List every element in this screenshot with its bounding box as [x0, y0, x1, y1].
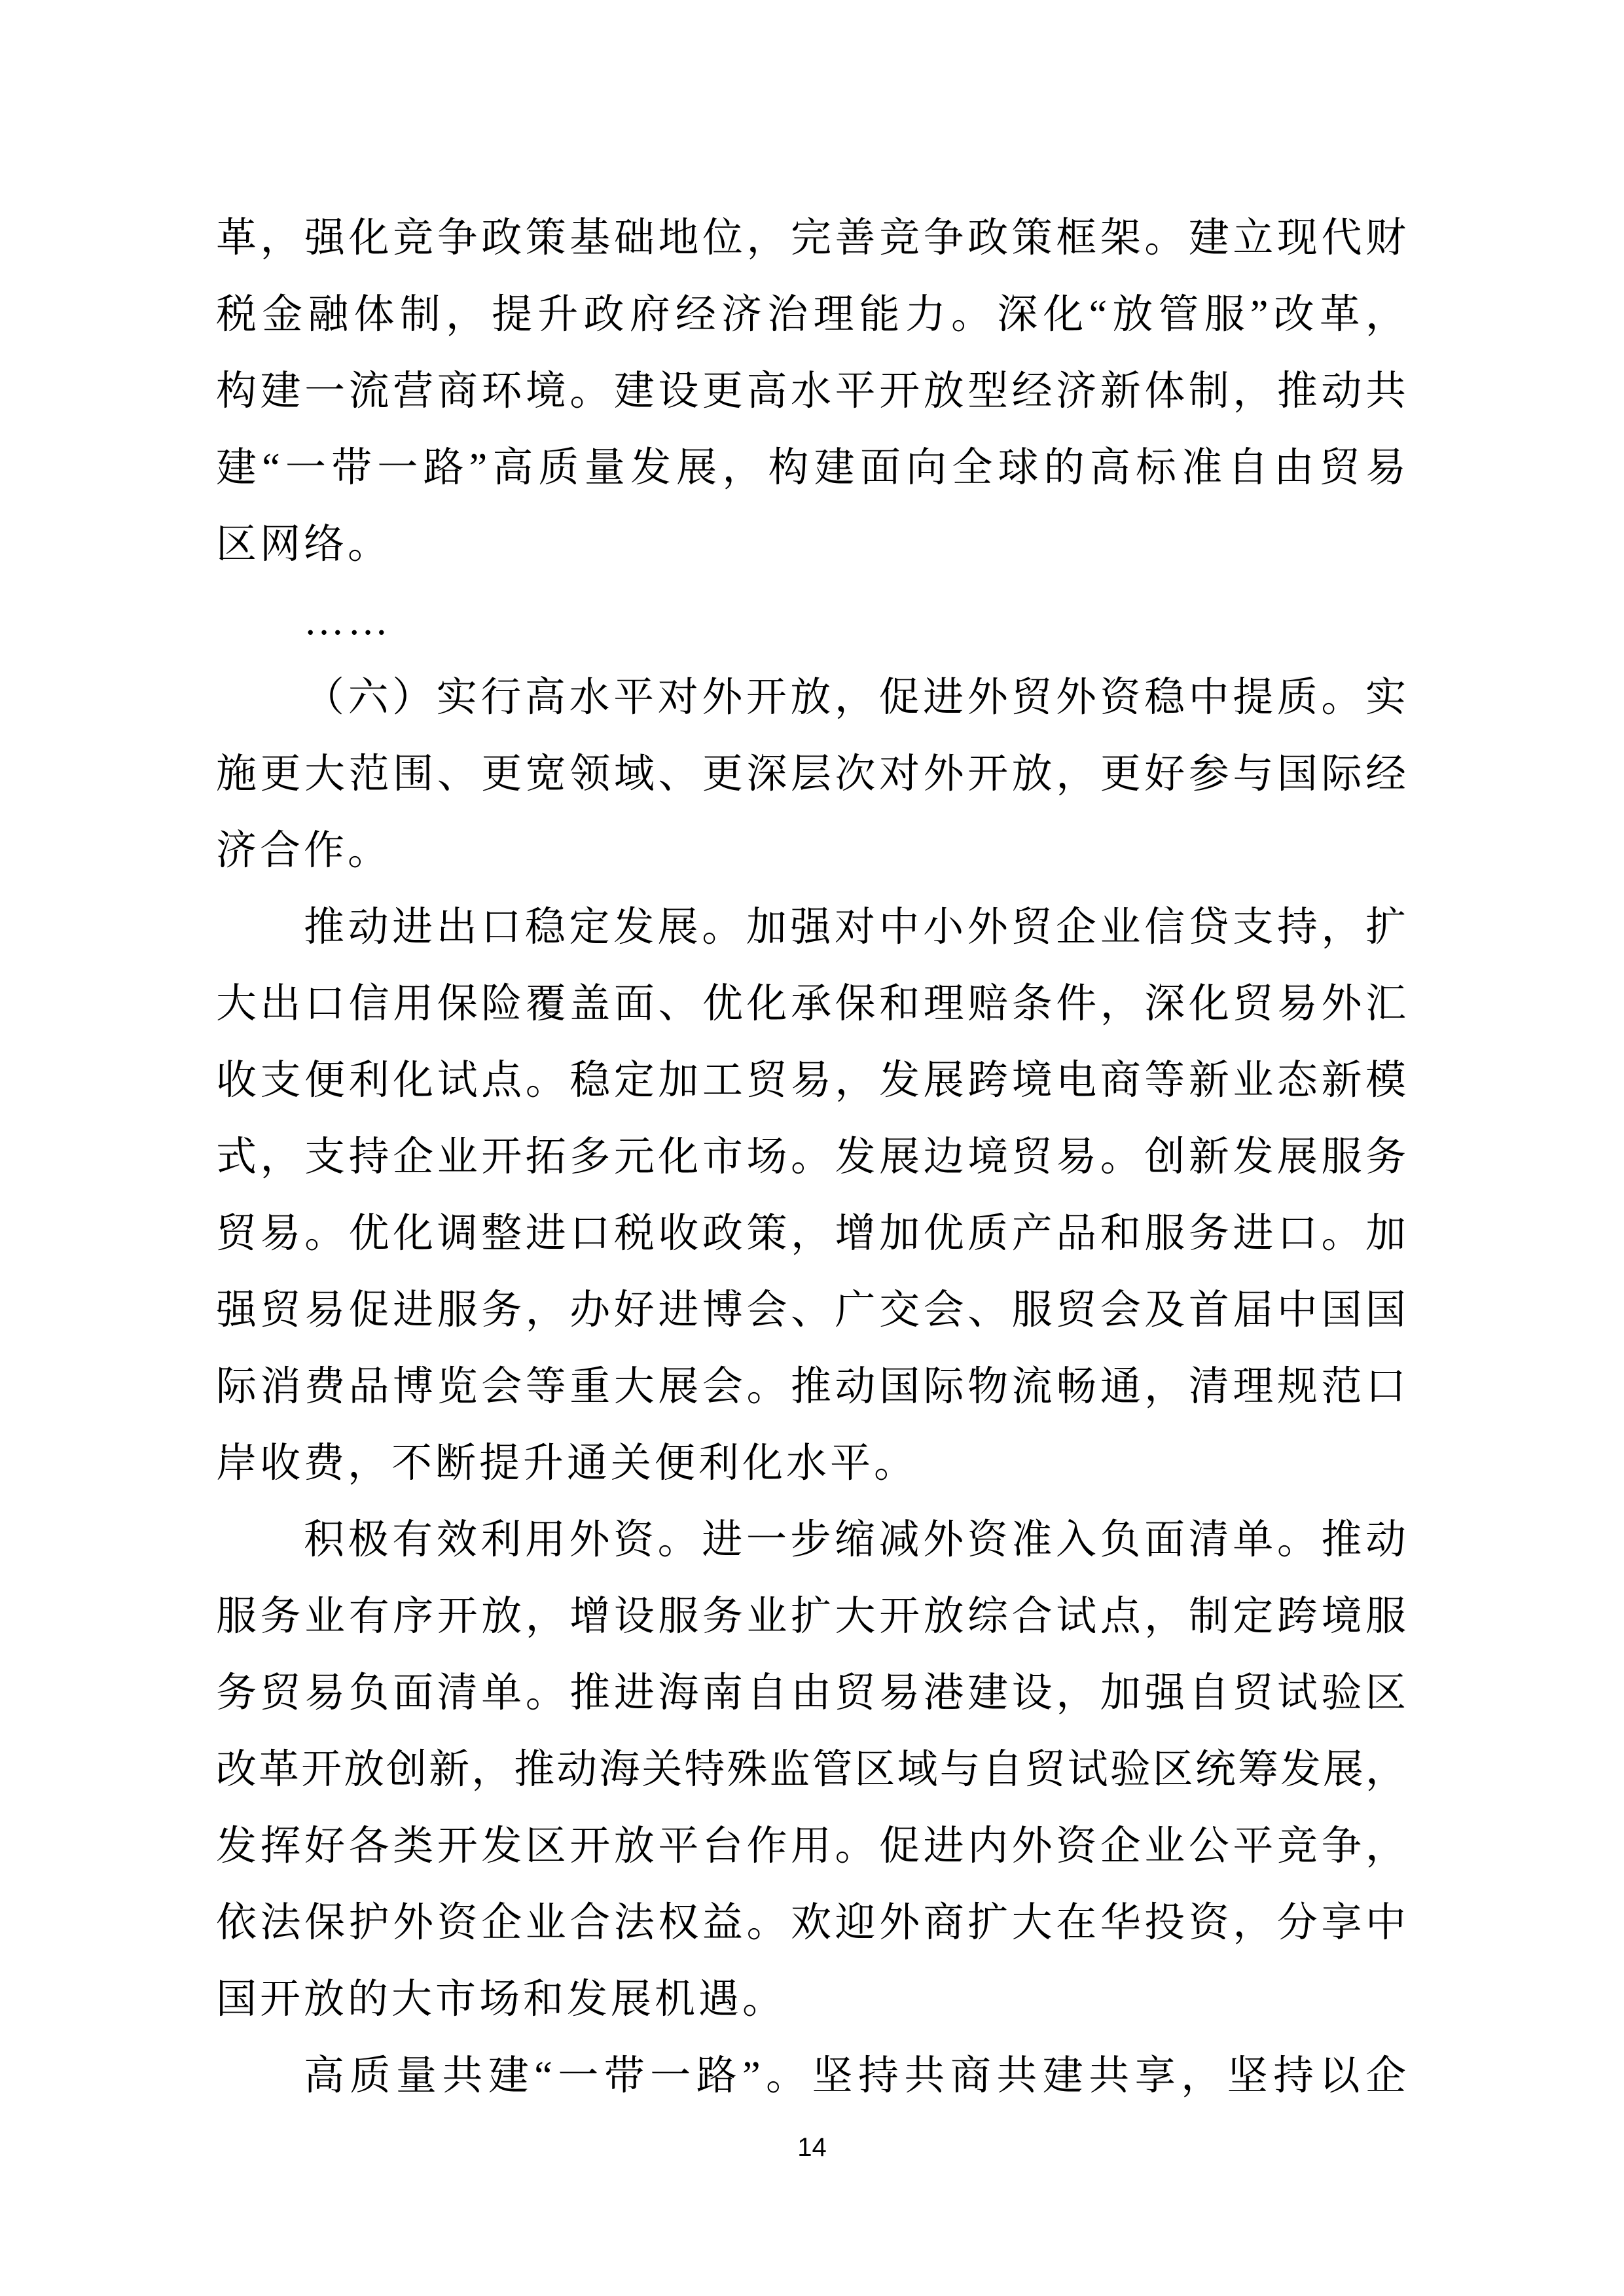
text-line: 构建一流营商环境。建设更高水平开放型经济新体制，推动共: [216, 369, 1406, 414]
text-line: 推动进出口稳定发展。加强对中小外贸企业信贷支持，扩: [304, 905, 1406, 950]
text-line: 建“一带一路”高质量发展，构建面向全球的高标准自由贸易: [216, 446, 1406, 490]
text-line: 大出口信用保险覆盖面、优化承保和理赔条件，深化贸易外汇: [216, 982, 1406, 1026]
text-line: 贸易。优化调整进口税收政策，增加优质产品和服务进口。加: [216, 1211, 1406, 1256]
text-line: 积极有效利用外资。进一步缩减外资准入负面清单。推动: [304, 1518, 1406, 1562]
text-line: 岸收费，不断提升通关便利化水平。: [216, 1441, 918, 1486]
text-line: 区网络。: [216, 522, 392, 567]
text-line: 济合作。: [216, 829, 392, 873]
page-number: 14: [797, 2133, 827, 2162]
text-line: ……: [304, 599, 391, 643]
text-line: 服务业有序开放，增设服务业扩大开放综合试点，制定跨境服: [216, 1594, 1406, 1639]
text-block: [216, 200, 1406, 2115]
text-line: 收支便利化试点。稳定加工贸易，发展跨境电商等新业态新模: [216, 1058, 1406, 1103]
text-line: 国开放的大市场和发展机遇。: [216, 1977, 787, 2022]
text-line: 依法保护外资企业合法权益。欢迎外商扩大在华投资，分享中: [216, 1901, 1406, 1945]
text-line: 改革开放创新，推动海关特殊监管区域与自贸试验区统筹发展，: [216, 1748, 1406, 1792]
text-line: 式，支持企业开拓多元化市场。发展边境贸易。创新发展服务: [216, 1135, 1406, 1179]
text-line: 强贸易促进服务，办好进博会、广交会、服贸会及首届中国国: [216, 1288, 1406, 1333]
text-line: 施更大范围、更宽领域、更深层次对外开放，更好参与国际经: [216, 752, 1406, 797]
text-line: （六）实行高水平对外开放，促进外贸外资稳中提质。实: [304, 675, 1406, 720]
text-line: 高质量共建“一带一路”。坚持共商共建共享，坚持以企: [304, 2054, 1406, 2098]
text-line: 务贸易负面清单。推进海南自由贸易港建设，加强自贸试验区: [216, 1671, 1406, 1715]
text-line: 税金融体制，提升政府经济治理能力。深化“放管服”改革，: [216, 293, 1406, 337]
text-line: 革，强化竞争政策基础地位，完善竞争政策框架。建立现代财: [216, 216, 1406, 260]
text-line: 际消费品博览会等重大展会。推动国际物流畅通，清理规范口: [216, 1365, 1406, 1409]
text-line: 发挥好各类开发区开放平台作用。促进内外资企业公平竞争，: [216, 1824, 1406, 1869]
